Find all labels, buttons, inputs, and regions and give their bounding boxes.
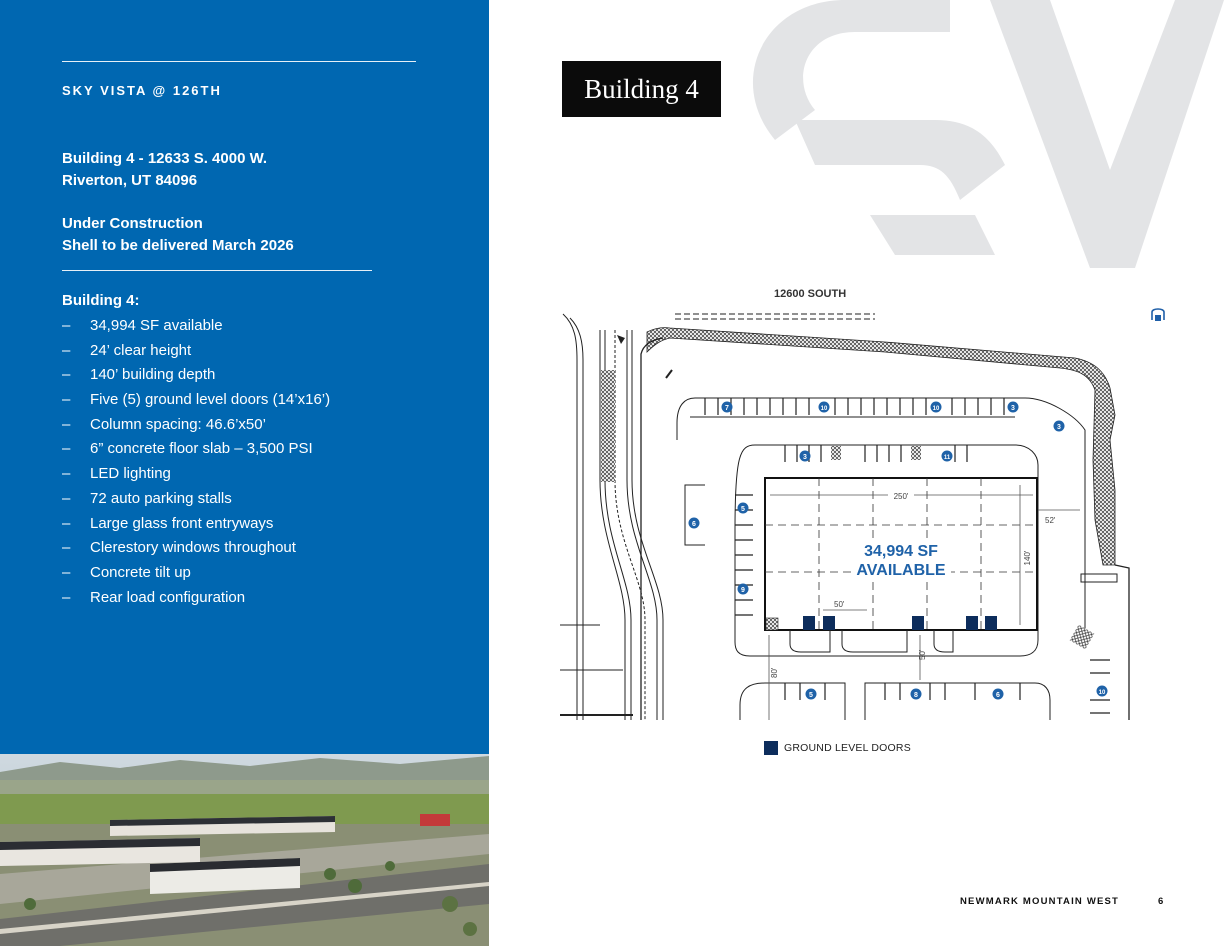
aerial-photo [0,754,489,946]
status-line-2: Shell to be delivered March 2026 [62,237,294,254]
stall-count-badge [931,402,942,413]
feature-item: – 72 auto parking stalls [62,488,330,513]
street-label: 12600 SOUTH [774,288,847,300]
dimension-truck: 50' [918,649,927,660]
feature-item: – Large glass front entryways [62,513,330,538]
feature-item: – Five (5) ground level doors (14’x16’) [62,389,330,414]
feature-item: – Clerestory windows throughout [62,537,330,562]
svg-text:6: 6 [996,692,1000,699]
svg-text:10: 10 [820,406,828,412]
feature-item: – 34,994 SF available [62,315,330,340]
available-sf: 34,994 SF [864,543,938,560]
info-panel [0,0,489,946]
dimension-bay: 50' [834,600,845,609]
stall-count-badge [819,402,830,413]
legend-door-swatch [764,741,778,755]
svg-text:6: 6 [692,521,696,528]
svg-text:10: 10 [932,406,940,412]
bullet-dash: – [62,465,71,483]
svg-text:10: 10 [1098,690,1106,696]
bullet-dash: – [62,391,71,409]
stall-count-badge [911,689,922,700]
feature-item: – Rear load configuration [62,587,330,612]
svg-text:8: 8 [914,692,918,699]
north-arrow-icon [1152,309,1164,321]
feature-item: – Column spacing: 46.6’x50’ [62,414,330,439]
stall-count-badge [800,451,811,462]
construction-status [62,213,294,257]
stall-count-badge [1008,402,1019,413]
feature-item: – Concrete tilt up [62,562,330,587]
footer-brand: NEWMARK MOUNTAIN WEST [960,896,1120,907]
bullet-dash: – [62,514,71,532]
trash-enclosure [766,618,778,630]
feature-item: – 24’ clear height [62,340,330,365]
address-line-1: Building 4 - 12633 S. 4000 W. [62,150,268,167]
dimension-depth: 140' [1023,550,1032,566]
page-title: Building 4 [562,61,721,117]
bullet-dash: – [62,341,71,359]
plan-legend [764,740,911,756]
svg-text:3: 3 [803,454,807,461]
top-divider [62,61,416,62]
svg-text:5: 5 [741,506,745,513]
page-number: 6 [1158,896,1165,907]
svg-text:11: 11 [943,455,951,461]
bullet-dash: – [62,440,71,458]
status-line-1: Under Construction [62,215,203,232]
feature-item: – 140’ building depth [62,364,330,389]
features-list [62,315,330,611]
bullet-dash: – [62,366,71,384]
svg-text:9: 9 [741,587,745,594]
site-plan [555,280,1175,725]
stall-count-badge [722,402,733,413]
dimension-rear: 80' [770,667,779,678]
sidewalk-strip [601,370,615,482]
stall-count-badge [738,503,749,514]
stall-count-badge [942,451,953,462]
bullet-dash: – [62,317,71,334]
legend-label: GROUND LEVEL DOORS [784,742,911,754]
feature-item: – LED lighting [62,463,330,488]
stall-count-badge [738,584,749,595]
bullet-dash: – [62,415,71,433]
mid-divider [62,270,372,271]
svg-text:3: 3 [1011,405,1015,412]
marker-line [666,370,672,378]
stall-count-badge [993,689,1004,700]
project-name: SKY VISTA @ 126TH [62,83,222,98]
features-title: Building 4: [62,292,140,309]
svg-text:3: 3 [1057,424,1061,431]
sv-logo-watermark [735,0,1224,270]
dimension-side: 52' [1045,516,1056,525]
svg-text:5: 5 [809,692,813,699]
dimension-width: 250' [893,492,909,501]
available-label: AVAILABLE [856,562,946,579]
stall-count-badge [689,518,700,529]
bullet-dash: – [62,588,71,606]
svg-text:7: 7 [725,405,729,412]
bullet-dash: – [62,539,71,557]
bullet-dash: – [62,563,71,581]
stall-count-badge [1054,421,1065,432]
truck-court-curbs [790,630,953,652]
bullet-dash: – [62,489,71,507]
address-line-2: Riverton, UT 84096 [62,172,198,189]
feature-item: – 6” concrete floor slab – 3,500 PSI [62,438,330,463]
stall-count-badge [1097,686,1108,697]
stall-count-badge [806,689,817,700]
entry-marker [617,335,625,344]
address [62,148,267,192]
